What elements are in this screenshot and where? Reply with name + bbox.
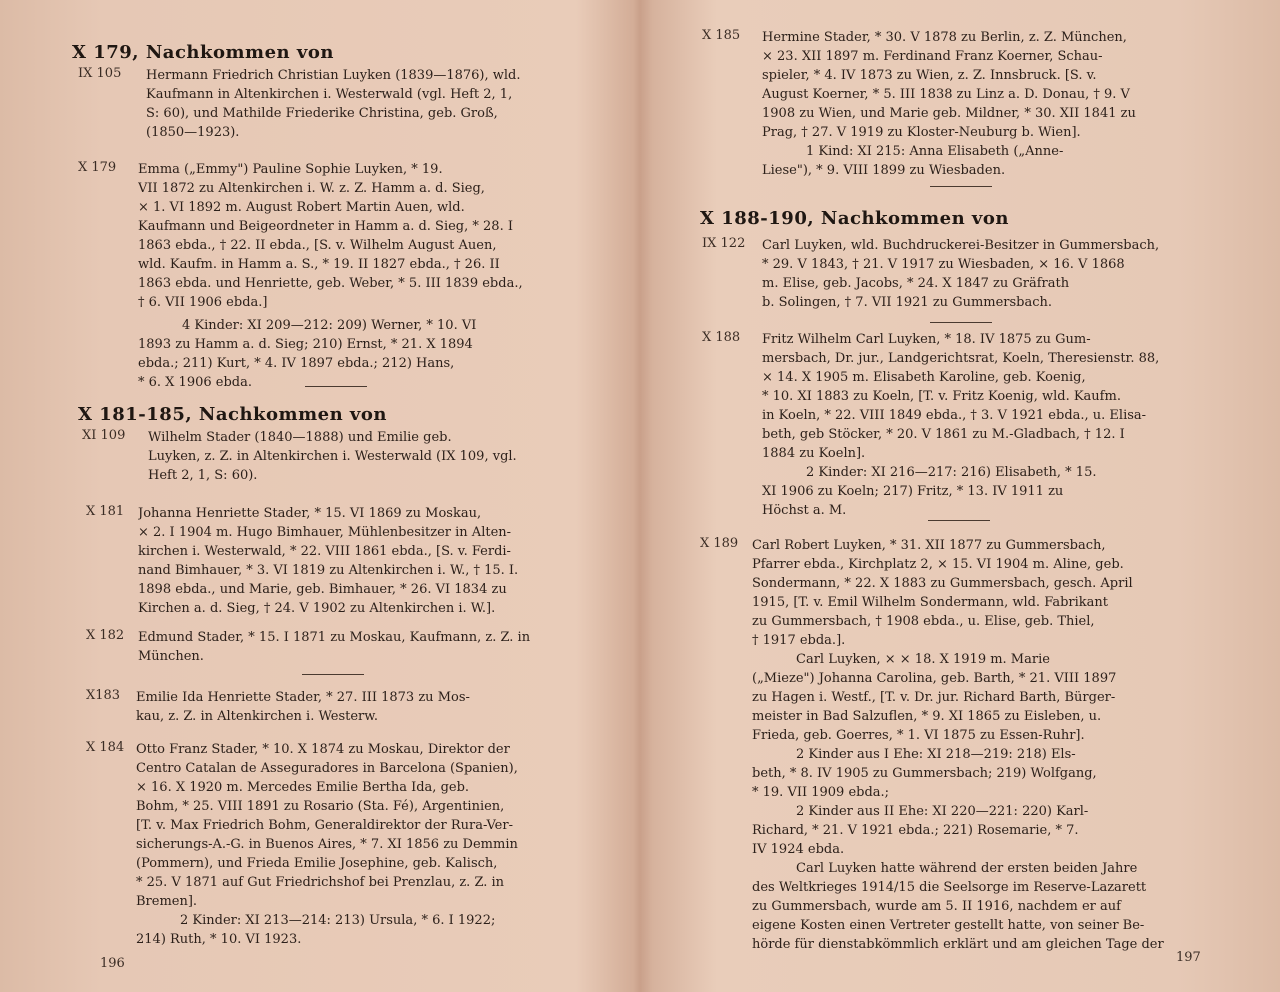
text-line: (Pommern), und Frieda Emilie Josephine, geb. Kalisch, [136,856,498,871]
text-line: 2 Kinder: XI 216—217: 216) Elisabeth, * 15. [806,465,1097,480]
text-line: Bohm, * 25. VIII 1891 zu Rosario (Sta. Fé), Argentinien, [136,799,505,814]
text-line: b. Solingen, † 7. VII 1921 zu Gummersbach. [762,295,1053,310]
separator-rule [305,386,367,387]
text-line: × 14. X 1905 m. Elisabeth Karoline, geb. Koenig, [762,370,1086,385]
text-line: [T. v. Max Friedrich Bohm, Generaldirektor der Rura-Ver- [136,818,513,833]
entry-text [148,428,598,485]
entry-text [136,688,598,726]
text-line: München. [138,649,204,664]
text-line: kirchen i. Westerwald, * 22. VIII 1861 ebda., [S. v. Ferdi- [138,544,511,559]
text-line: Fritz Wilhelm Carl Luyken, * 18. IV 1875 zu Gum- [762,332,1091,347]
entry-text [762,28,1222,180]
text-line: Otto Franz Stader, * 10. X 1874 zu Moskau, Direktor der [136,742,510,757]
entry-text [138,628,598,666]
text-line: 2 Kinder aus I Ehe: XI 218—219: 218) Els- [796,747,1076,762]
text-line: Carl Luyken, × × 18. X 1919 m. Marie [796,652,1050,667]
text-line: 1884 zu Koeln]. [762,446,866,461]
text-line: Kirchen a. d. Sieg, † 24. V 1902 zu Altenkirchen i. W.]. [138,601,496,616]
text-line: Carl Luyken hatte während der ersten beiden Jahre [796,861,1138,876]
text-line: spieler, * 4. IV 1873 zu Wien, z. Z. Innsbruck. [S. v. [762,68,1097,83]
text-line: * 25. V 1871 auf Gut Friedrichshof bei Prenzlau, z. Z. in [136,875,505,890]
text-line: Pfarrer ebda., Kirchplatz 2, × 15. VI 1904 m. Aline, geb. [752,557,1124,572]
entry-ref: XI 109 [82,428,126,443]
text-line: Luyken, z. Z. in Altenkirchen i. Westerwald (IX 109, vgl. [148,449,517,464]
text-line: Hermine Stader, * 30. V 1878 zu Berlin, z. Z. München, [762,30,1127,45]
text-line: 1863 ebda. und Henriette, geb. Weber, * 5. III 1839 ebda., [138,276,523,291]
text-line: * 29. V 1843, † 21. V 1917 zu Wiesbaden, × 16. V 1868 [762,257,1125,272]
text-line: 1898 ebda., und Marie, geb. Bimhauer, * 26. VI 1834 zu [138,582,507,597]
entry-ref: IX 122 [702,236,746,251]
text-line: zu Gummersbach, † 1908 ebda., u. Elise, geb. Thiel, [752,614,1095,629]
entry-ref: X 189 [700,536,739,551]
text-line: XI 1906 zu Koeln; 217) Fritz, * 13. IV 1911 zu [762,484,1064,499]
section-heading: X 181-185, Nachkommen von [78,404,387,425]
text-line: × 23. XII 1897 m. Ferdinand Franz Koerner, Schau- [762,49,1103,64]
entry-ref: IX 105 [78,66,122,81]
text-line: Centro Catalan de Asseguradores in Barcelona (Spanien), [136,761,518,776]
text-line: in Koeln, * 22. VIII 1849 ebda., † 3. V 1921 ebda., u. Elisa- [762,408,1147,423]
text-line: wld. Kaufm. in Hamm a. S., * 19. II 1827 ebda., † 26. II [138,257,500,272]
text-line: 4 Kinder: XI 209—212: 209) Werner, * 10. VI [182,318,477,333]
entry-ref: X 184 [86,740,125,755]
text-line: 1908 zu Wien, und Marie geb. Mildner, * 30. XII 1841 zu [762,106,1136,121]
separator-rule [930,322,992,323]
text-line: August Koerner, * 5. III 1838 zu Linz a. D. Donau, † 9. V [762,87,1130,102]
entry-ref: X 185 [702,28,741,43]
text-line: IV 1924 ebda. [752,842,845,857]
text-line: kau, z. Z. in Altenkirchen i. Westerw. [136,709,378,724]
text-line: S: 60), und Mathilde Friederike Christina, geb. Groß, [146,106,498,121]
text-line: × 1. VI 1892 m. August Robert Martin Auen, wld. [138,200,465,215]
text-line: Wilhelm Stader (1840—1888) und Emilie geb. [148,430,452,445]
text-line: Sondermann, * 22. X 1883 zu Gummersbach, gesch. April [752,576,1133,591]
text-line: VII 1872 zu Altenkirchen i. W. z. Z. Hamm a. d. Sieg, [138,181,485,196]
separator-rule [930,186,992,187]
entry-text [762,236,1222,312]
text-line: * 6. X 1906 ebda. [138,375,252,390]
page-number: 196 [100,956,125,971]
text-line: („Mieze") Johanna Carolina, geb. Barth, * 21. VIII 1897 [752,671,1117,686]
text-line: * 10. XI 1883 zu Koeln, [T. v. Fritz Koenig, wld. Kaufm. [762,389,1121,404]
text-line: 1 Kind: XI 215: Anna Elisabeth („Anne- [806,144,1064,159]
text-line: Frieda, geb. Goerres, * 1. VI 1875 zu Essen-Ruhr]. [752,728,1085,743]
entry-ref: X 179 [78,160,117,175]
text-line: (1850—1923). [146,125,240,140]
entry-text [146,66,598,142]
text-line: meister in Bad Salzuflen, * 9. XI 1865 zu Eisleben, u. [752,709,1102,724]
text-line: des Weltkrieges 1914/15 die Seelsorge im Reserve-Lazarett [752,880,1147,895]
page-number: 197 [1176,950,1201,965]
text-line: Carl Robert Luyken, * 31. XII 1877 zu Gummersbach, [752,538,1106,553]
text-line: Kaufmann und Beigeordneter in Hamm a. d. Sieg, * 28. I [138,219,513,234]
text-line: hörde für dienstabkömmlich erklärt und am gleichen Tage der [752,937,1164,952]
text-line: sicherungs-A.-G. in Buenos Aires, * 7. XI 1856 zu Demmin [136,837,518,852]
separator-rule [302,674,364,675]
separator-rule [928,520,990,521]
section-heading: X 179, Nachkommen von [72,42,334,63]
text-line: 214) Ruth, * 10. VI 1923. [136,932,302,947]
text-line: Richard, * 21. V 1921 ebda.; 221) Rosemarie, * 7. [752,823,1079,838]
entry-text [138,504,598,618]
text-line: Emma („Emmy") Pauline Sophie Luyken, * 19. [138,162,443,177]
text-line: Edmund Stader, * 15. I 1871 zu Moskau, Kaufmann, z. Z. in [138,630,531,645]
text-line: Prag, † 27. V 1919 zu Kloster-Neuburg b. Wien]. [762,125,1081,140]
text-line: * 19. VII 1909 ebda.; [752,785,890,800]
text-line: Carl Luyken, wld. Buchdruckerei-Besitzer in Gummersbach, [762,238,1160,253]
text-line: mersbach, Dr. jur., Landgerichtsrat, Koeln, Theresienstr. 88, [762,351,1160,366]
text-line: Johanna Henriette Stader, * 15. VI 1869 zu Moskau, [138,506,482,521]
text-line: 2 Kinder: XI 213—214: 213) Ursula, * 6. I 1922; [180,913,496,928]
text-line: Hermann Friedrich Christian Luyken (1839—1876), wld. [146,68,521,83]
entry-ref: X 188 [702,330,741,345]
text-line: Kaufmann in Altenkirchen i. Westerwald (vgl. Heft 2, 1, [146,87,513,102]
text-line: zu Hagen i. Westf., [T. v. Dr. jur. Richard Barth, Bürger- [752,690,1116,705]
text-line: zu Gummersbach, wurde am 5. II 1916, nachdem er auf [752,899,1121,914]
text-line: † 6. VII 1906 ebda.] [138,295,268,310]
entry-ref: X 182 [86,628,125,643]
text-line: Bremen]. [136,894,198,909]
text-line: beth, * 8. IV 1905 zu Gummersbach; 219) Wolfgang, [752,766,1097,781]
entry-text [752,536,1222,954]
entry-text [762,330,1222,520]
section-heading: X 188-190, Nachkommen von [700,208,1009,229]
text-line: × 16. X 1920 m. Mercedes Emilie Bertha Ida, geb. [136,780,470,795]
text-line: 2 Kinder aus II Ehe: XI 220—221: 220) Karl- [796,804,1089,819]
text-line: Liese"), * 9. VIII 1899 zu Wiesbaden. [762,163,1006,178]
text-line: Höchst a. M. [762,503,847,518]
text-line: Emilie Ida Henriette Stader, * 27. III 1873 zu Mos- [136,690,470,705]
text-line: nand Bimhauer, * 3. VI 1819 zu Altenkirchen i. W., † 15. I. [138,563,519,578]
text-line: † 1917 ebda.]. [752,633,846,648]
text-line: beth, geb Stöcker, * 20. V 1861 zu M.-Gladbach, † 12. I [762,427,1125,442]
text-line: Heft 2, 1, S: 60). [148,468,258,483]
entry-text [136,740,598,949]
entry-ref: X183 [86,688,121,703]
text-line: m. Elise, geb. Jacobs, * 24. X 1847 zu Gräfrath [762,276,1070,291]
entry-text [138,160,598,392]
text-line: × 2. I 1904 m. Hugo Bimhauer, Mühlenbesitzer in Alten- [138,525,512,540]
text-line: 1863 ebda., † 22. II ebda., [S. v. Wilhelm August Auen, [138,238,497,253]
entry-ref: X 181 [86,504,125,519]
text-line: 1893 zu Hamm a. d. Sieg; 210) Ernst, * 21. X 1894 [138,337,473,352]
text-line: ebda.; 211) Kurt, * 4. IV 1897 ebda.; 212) Hans, [138,356,455,371]
text-line: 1915, [T. v. Emil Wilhelm Sondermann, wld. Fabrikant [752,595,1109,610]
text-line: eigene Kosten einen Vertreter gestellt hatte, von seiner Be- [752,918,1145,933]
right-page [640,0,1280,992]
